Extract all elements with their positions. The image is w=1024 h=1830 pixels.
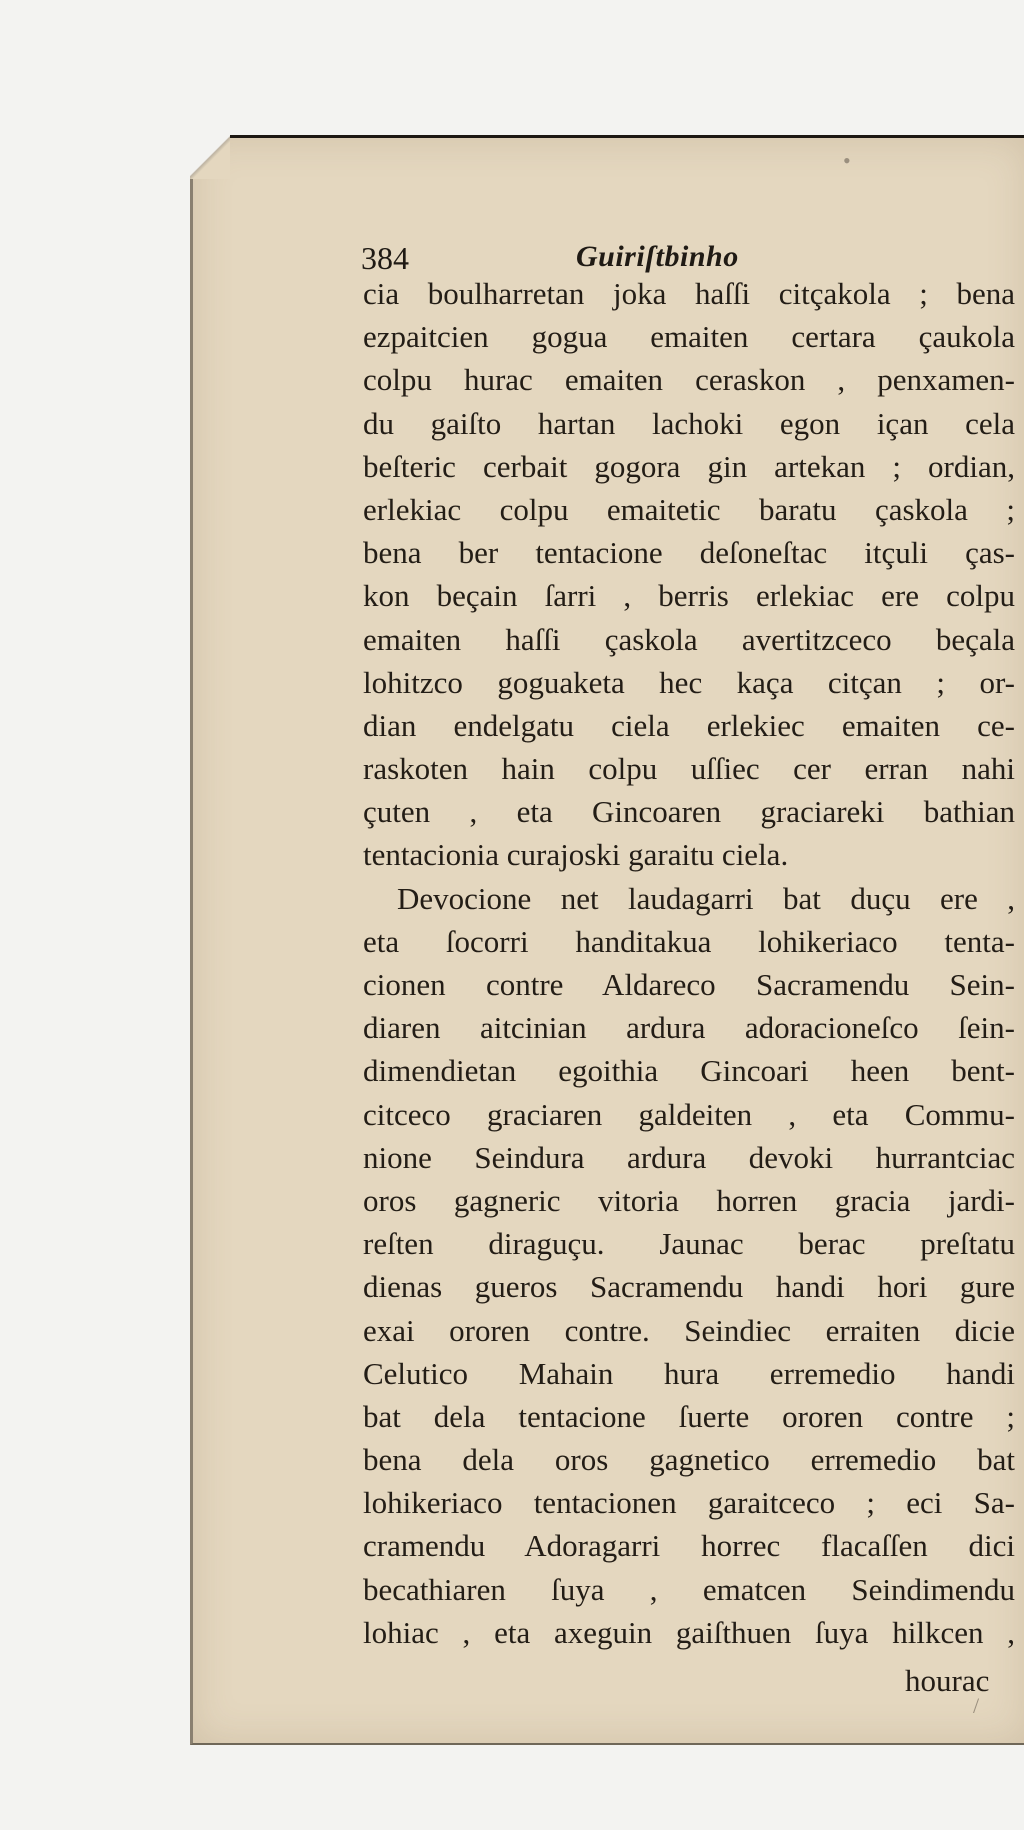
- text-line: cionen contre Aldareco Sacramendu Sein-: [363, 967, 1015, 1002]
- paragraph-end-line: tentacionia curajoski garaitu ciela.: [363, 837, 789, 873]
- text-line: citceco graciaren galdeiten , eta Commu-: [363, 1096, 1015, 1132]
- text-line: dian endelgatu ciela erlekiec emaiten ce-: [363, 707, 1015, 743]
- text-line: dimendietan egoithia Gincoari heen bent-: [363, 1053, 1015, 1089]
- text-line: dienas gueros Sacramendu handi hori gure: [363, 1269, 1015, 1305]
- text-line: reſten diraguçu. Jaunac berac preſtatu: [363, 1226, 1015, 1262]
- text-line: erlekiac colpu emaitetic baratu çaskola ;: [363, 491, 1015, 527]
- text-line: ezpaitcien gogua emaiten certara çaukola: [363, 319, 1015, 355]
- text-line: Celutico Mahain hura erremedio handi: [363, 1355, 1015, 1391]
- text-line: nione Seindura ardura devoki hurrantciac: [363, 1139, 1015, 1175]
- text-line: oros gagneric vitoria horren gracia jardi-: [363, 1182, 1015, 1218]
- text-line: du gaiſto hartan lachoki egon içan cela: [363, 405, 1015, 441]
- text-line: eta ſocorri handitakua lohikeriaco tenta-: [363, 923, 1015, 959]
- text-line: bena dela oros gagnetico erremedio bat: [363, 1442, 1015, 1478]
- text-line: colpu hurac emaiten ceraskon , penxamen-: [363, 362, 1015, 398]
- text-line: kon beçain ſarri , berris erlekiac ere colpu: [363, 578, 1015, 614]
- running-title: Guiriſtbinho: [576, 240, 739, 273]
- text-line: bat dela tentacione ſuerte ororen contre ;: [363, 1398, 1015, 1434]
- text-line: lohitzco goguaketa hec kaça citçan ; or-: [363, 664, 1015, 700]
- text-line: lohiac , eta axeguin gaiſthuen ſuya hilkcen ,: [363, 1614, 1015, 1650]
- margin-tick-mark: /: [973, 1693, 980, 1718]
- catchword: hourac: [905, 1663, 990, 1698]
- text-line: exai ororen contre. Seindiec erraiten dicie: [363, 1312, 1015, 1348]
- book-page: [190, 135, 1024, 1745]
- margin-dot-mark: •: [843, 148, 851, 173]
- page-number: 384: [361, 240, 409, 276]
- paragraph-start-line: Devocione net laudagarri bat duçu ere ,: [397, 880, 1015, 916]
- text-line: emaiten haſſi çaskola avertitzceco beçala: [363, 621, 1015, 657]
- text-line: cia boulharretan joka haſſi citçakola ; bena: [363, 276, 1015, 311]
- text-line: lohikeriaco tentacionen garaitceco ; eci Sa-: [363, 1485, 1015, 1521]
- text-line: beſteric cerbait gogora gin artekan ; ordian,: [363, 448, 1015, 484]
- text-line: bena ber tentacione deſoneſtac itçuli ças-: [363, 535, 1015, 571]
- text-line: cramendu Adoragarri horrec flacaſſen dici: [363, 1528, 1015, 1564]
- folded-corner: [190, 135, 230, 179]
- text-line: diaren aitcinian ardura adoracioneſco ſein-: [363, 1010, 1015, 1046]
- text-line: raskoten hain colpu uſſiec cer erran nahi: [363, 751, 1015, 787]
- body-text: [363, 272, 1015, 1654]
- text-line: çuten , eta Gincoaren graciareki bathian: [363, 794, 1015, 830]
- text-line: becathiaren ſuya , ematcen Seindimendu: [363, 1571, 1015, 1607]
